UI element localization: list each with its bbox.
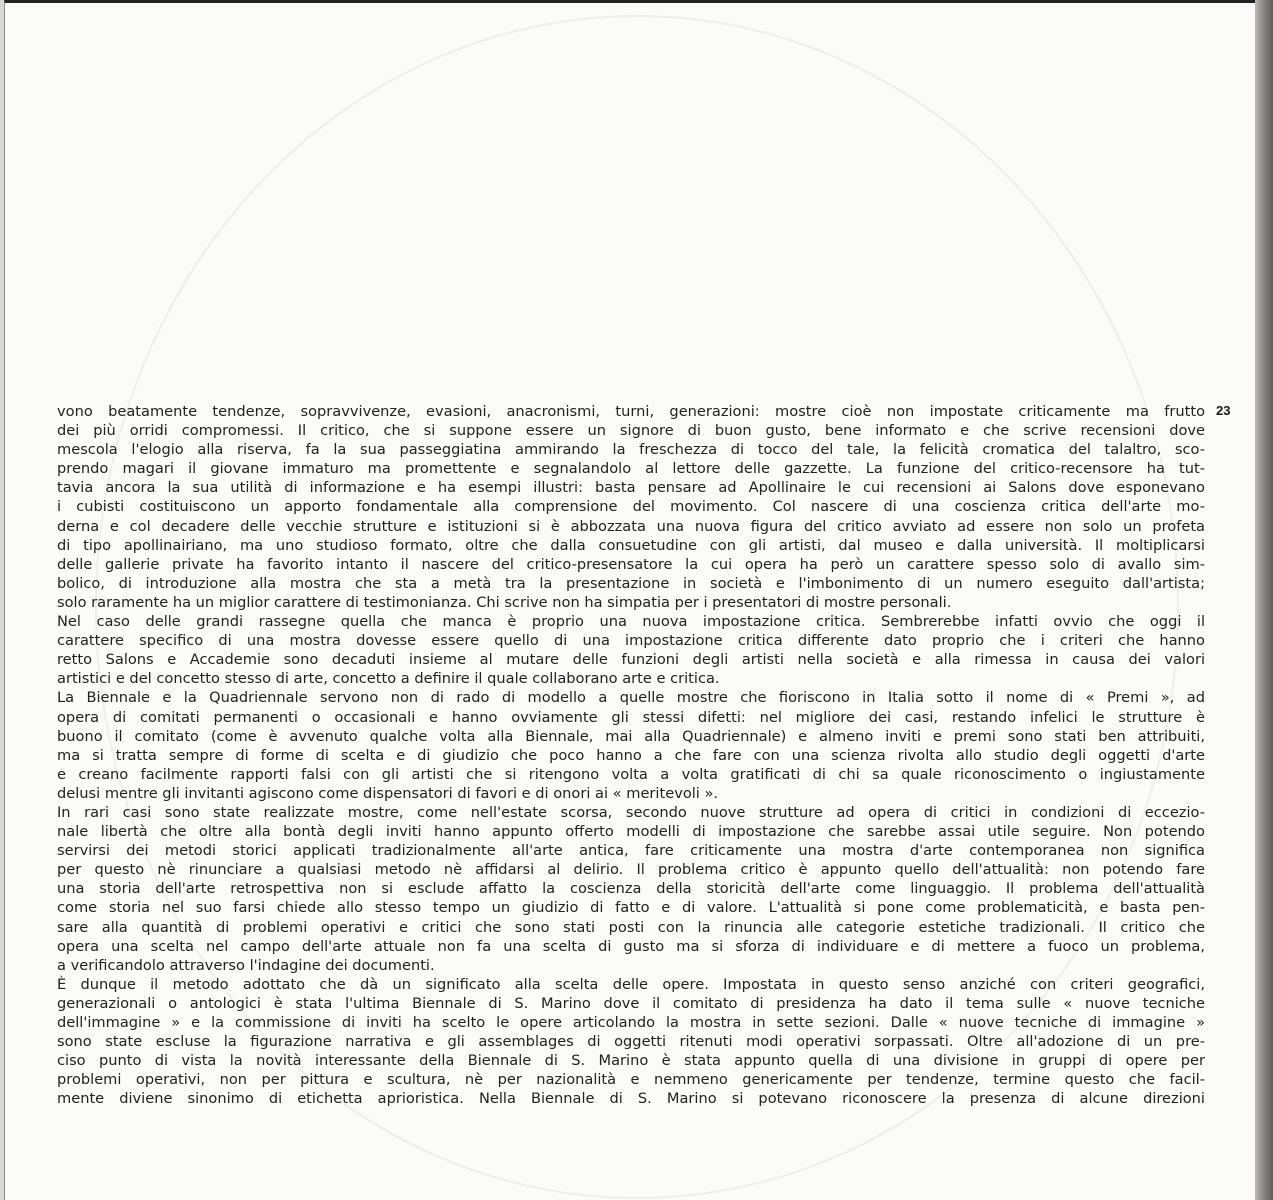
text-line: derna e col decadere delle vecchie strutture e istituzioni si è abbozzata una nuova figura del critico avviato ad essere non solo un profeta	[57, 517, 1205, 535]
body-text	[57, 402, 1205, 1108]
text-line: ciso punto di vista la novità interessante della Biennale di S. Marino è stata appunto quella di una divisione in gruppi di opere per	[57, 1052, 1205, 1070]
text-line: opera di comitati permanenti o occasionali e hanno ovviamente gli stessi difetti: nel migliore dei casi, restando infelici le strutture è	[57, 708, 1205, 726]
text-line: prendo magari il giovane immaturo ma promettente e segnalandolo al lettore delle gazzette. La funzione del critico-recensore ha tut-	[57, 460, 1205, 478]
text-line: retto Salons e Accademie sono decaduti insieme al mutare delle funzioni degli artisti nella società e alla rimessa in causa dei valori	[57, 651, 1205, 669]
text-line: delle gallerie private ha favorito intanto il nascere del critico-presensatore la cui opera ha però un carattere spesso solo di avallo sim-	[57, 555, 1205, 573]
text-line: dei più orridi compromessi. Il critico, che si suppone essere un signore di buon gusto, bene informato e che scrive recensioni dove	[57, 422, 1205, 440]
text-line: sono state escluse la figurazione narrativa e gli assemblages di oggetti ritenuti modi operativi sorpassati. Oltre all'adozione di un pre-	[57, 1033, 1205, 1051]
book-page	[4, 0, 1256, 1200]
text-line: sare alla quantità di problemi operativi e critici che sono stati posti con la rinuncia alle categorie estetiche tradizionali. Il critico che	[57, 918, 1205, 936]
text-line: carattere specifico di una mostra dovesse essere quello di una impostazione critica differente dato proprio che i criteri che hanno	[57, 632, 1205, 650]
page-number: 23	[1216, 403, 1231, 418]
text-line: i cubisti costituiscono un apporto fondamentale alla comprensione del movimento. Col nascere di una coscienza critica dell'arte mo-	[57, 498, 1205, 516]
text-line: problemi operativi, non per pittura e scultura, nè per nazionalità e nemmeno genericamente per tendenze, termine questo che facil-	[57, 1071, 1205, 1089]
text-line: La Biennale e la Quadriennale servono non di rado di modello a quelle mostre che fioriscono in Italia sotto il nome di « Premi », ad	[57, 689, 1205, 707]
text-line: delusi mentre gli invitanti agiscono come dispensatori di favori e di onori ai « meritevoli ».	[57, 784, 719, 802]
text-line: ma si tratta sempre di forme di scelta e di giudizio che poco hanno a che fare con una scienza rivolta allo studio degli oggetti d'arte	[57, 746, 1205, 764]
text-line: È dunque il metodo adottato che dà un significato alla scelta delle opere. Impostata in questo senso anziché con criteri geografici,	[57, 975, 1205, 993]
text-line: servirsi dei metodi storici applicati tradizionalmente all'arte antica, fare criticamente una mostra d'arte contemporanea non significa	[57, 842, 1205, 860]
text-line: vono beatamente tendenze, sopravvivenze, evasioni, anacronismi, turni, generazioni: mostre cioè non impostate criticamente ma frutto	[57, 403, 1205, 420]
text-line: di tipo apollinairiano, ma uno studioso formato, oltre che dalla consuetudine con gli artisti, dal museo e dalla università. Il moltiplicarsi	[57, 536, 1205, 554]
text-line: come storia nel suo farsi chiede allo stesso tempo un giudizio di fatto e di valore. L'attualità si pone come problematicità, e basta pen-	[57, 899, 1205, 917]
text-line: artistici e del concetto stesso di arte, concetto a definire il quale collaborano arte e critica.	[57, 670, 720, 688]
text-line: e creano facilmente rapporti falsi con gli artisti che si ritengono volta a volta gratificati di chi sa quale riconoscimento o ingiustamente	[57, 765, 1205, 783]
text-line: dell'immagine » e la commissione di inviti ha scelto le opere articolando la mostra in sette sezioni. Dalle « nuove tecniche di immagine »	[57, 1014, 1205, 1031]
text-line: solo raramente ha un miglior carattere di testimonianza. Chi scrive non ha simpatia per i presentatori di mostre personali.	[57, 593, 952, 611]
text-line: mescola l'elogio alla riserva, fa la sua passeggiatina ammirando la freschezza di tocco del tale, la felicità cromatica del talaltro, sco-	[57, 441, 1205, 459]
text-line: per questo nè rinunciare a qualsiasi metodo nè affidarsi al delirio. Il problema critico è appunto quello dell'attualità: non potendo fare	[57, 861, 1205, 879]
book-spine	[1255, 0, 1273, 1200]
text-line: generazionali o antologici è stata l'ultima Biennale di S. Marino dove il comitato di presidenza ha dato il tema sulle « nuove tecniche	[57, 994, 1205, 1012]
text-line: a verificandolo attraverso l'indagine dei documenti.	[57, 956, 435, 974]
text-line: nale libertà che oltre alla bontà degli inviti hanno appunto offerto modelli di impostazione che sarebbe assai utile seguire. Non potendo	[57, 823, 1205, 841]
text-line: tavia ancora la sua utilità di informazione e ha esempi illustri: basta pensare ad Apollinaire le cui recensioni ai Salons dove esponevano	[57, 479, 1205, 497]
text-line: Nel caso delle grandi rassegne quella che manca è proprio una nuova impostazione critica. Sembrerebbe infatti ovvio che oggi il	[57, 613, 1205, 631]
text-line: bolico, di introduzione alla mostra che sta a metà tra la presentazione in società e l'imbonimento di un numero eseguito dall'artista;	[57, 574, 1205, 592]
text-line: buono il comitato (come è avvenuto qualche volta alla Biennale, mai alla Quadriennale) e almeno inviti e premi sono stati ben attribuiti,	[57, 727, 1205, 745]
text-line: opera una scelta nel campo dell'arte attuale non fa una scelta di gusto ma si sforza di individuare e di mettere a fuoco un problema,	[57, 937, 1205, 955]
text-line: mente diviene sinonimo di etichetta aprioristica. Nella Biennale di S. Marino si potevano riconoscere la presenza di alcune direzioni	[57, 1090, 1205, 1108]
text-line: una storia dell'arte retrospettiva non si esclude affatto la coscienza della storicità dell'arte come linguaggio. Il problema dell'attualità	[57, 880, 1205, 898]
text-line: In rari casi sono state realizzate mostre, come nell'estate scorsa, secondo nuove strutture ad opera di critici in condizioni di eccezio-	[57, 803, 1205, 821]
